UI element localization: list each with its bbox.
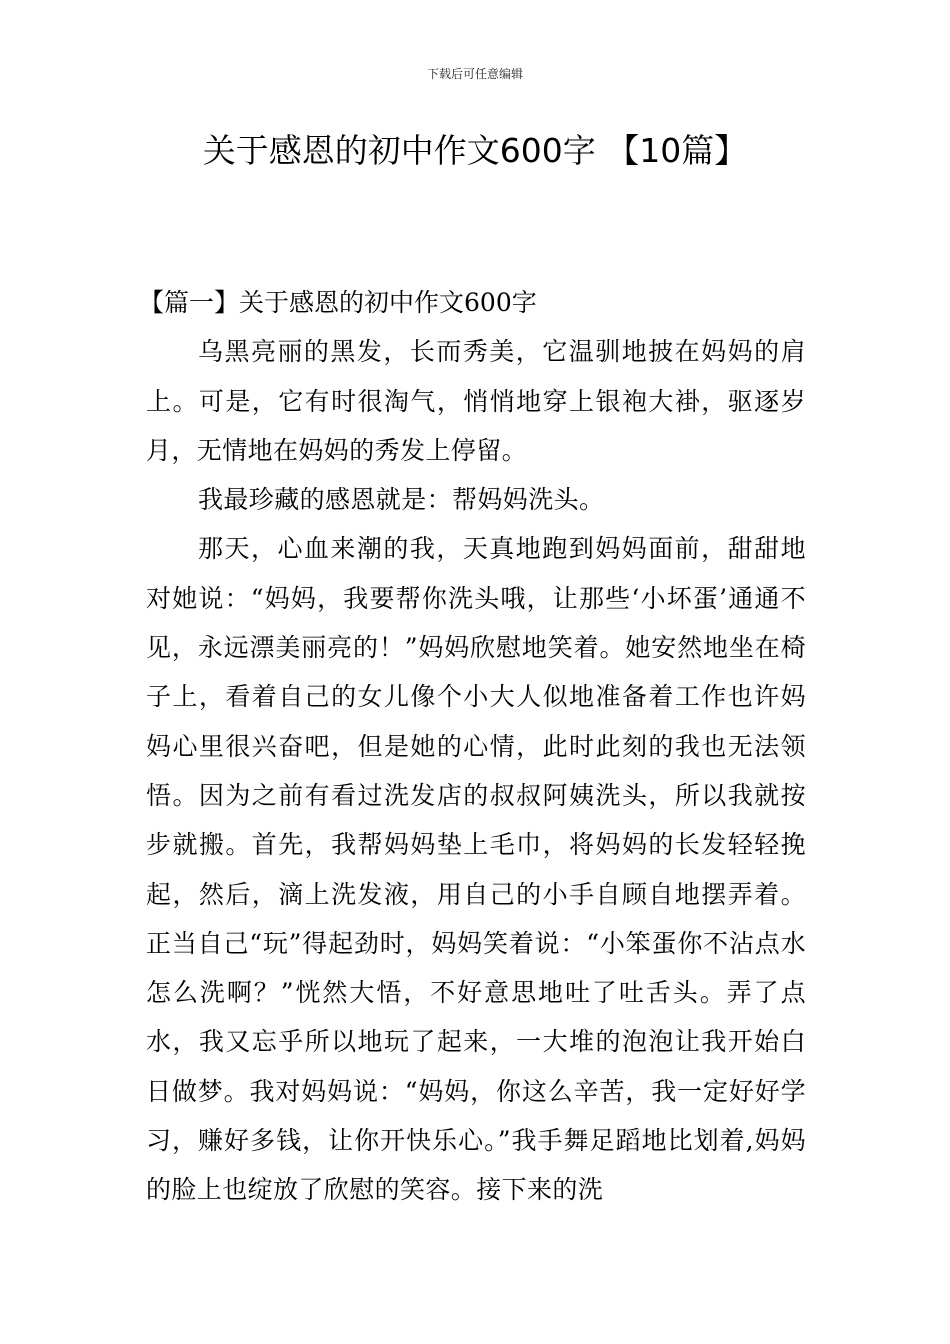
document-body xyxy=(139,278,806,1215)
section-heading: 【篇一】关于感恩的初中作文600字 xyxy=(139,288,537,317)
document-title: 关于感恩的初中作文600字 【10篇】 xyxy=(202,131,748,170)
paragraph-1: 乌黑亮丽的黑发，长而秀美，它温驯地披在妈妈的肩上。可是，它有时很淘气，悄悄地穿上银袍大褂，驱逐岁月，无情地在妈妈的秀发上停留。 xyxy=(146,337,806,465)
paragraph-2: 我最珍藏的感恩就是：帮妈妈洗头。 xyxy=(198,485,605,515)
header-note: 下载后可任意编辑 xyxy=(426,67,523,81)
paragraph-3: 那天，心血来潮的我，天真地跑到妈妈面前，甜甜地对她说：“妈妈，我要帮你洗头哦，让那些‘小坏蛋’通通不见，永远漂美丽亮的！”妈妈欣慰地笑着。她安然地坐在椅子上，看着自己的女儿像个小大人似地准备着工作也许妈妈心里很兴奋吧，但是她的心情，此时此刻的我也无法领悟。因为之前有看过洗发店的叔叔阿姨洗头，所以我就按步就搬。首先，我帮妈妈垫上毛巾，将妈妈的长发轻轻挽起，然后，滴上洗发液，用自己的小手自顾自地摆弄着。正当自己“玩”得起劲时，妈妈笑着说：“小笨蛋你不沾点水怎么洗啊？”恍然大悟，不好意思地吐了吐舌头。弄了点水，我又忘乎所以地玩了起来，一大堆的泡泡让我开始白日做梦。我对妈妈说：“妈妈，你这么辛苦，我一定好好学习，赚好多钱，让你开快乐心。”我手舞足蹈地比划着,妈妈的脸上也绽放了欣慰的笑容。接下来的洗 xyxy=(146,534,806,1205)
